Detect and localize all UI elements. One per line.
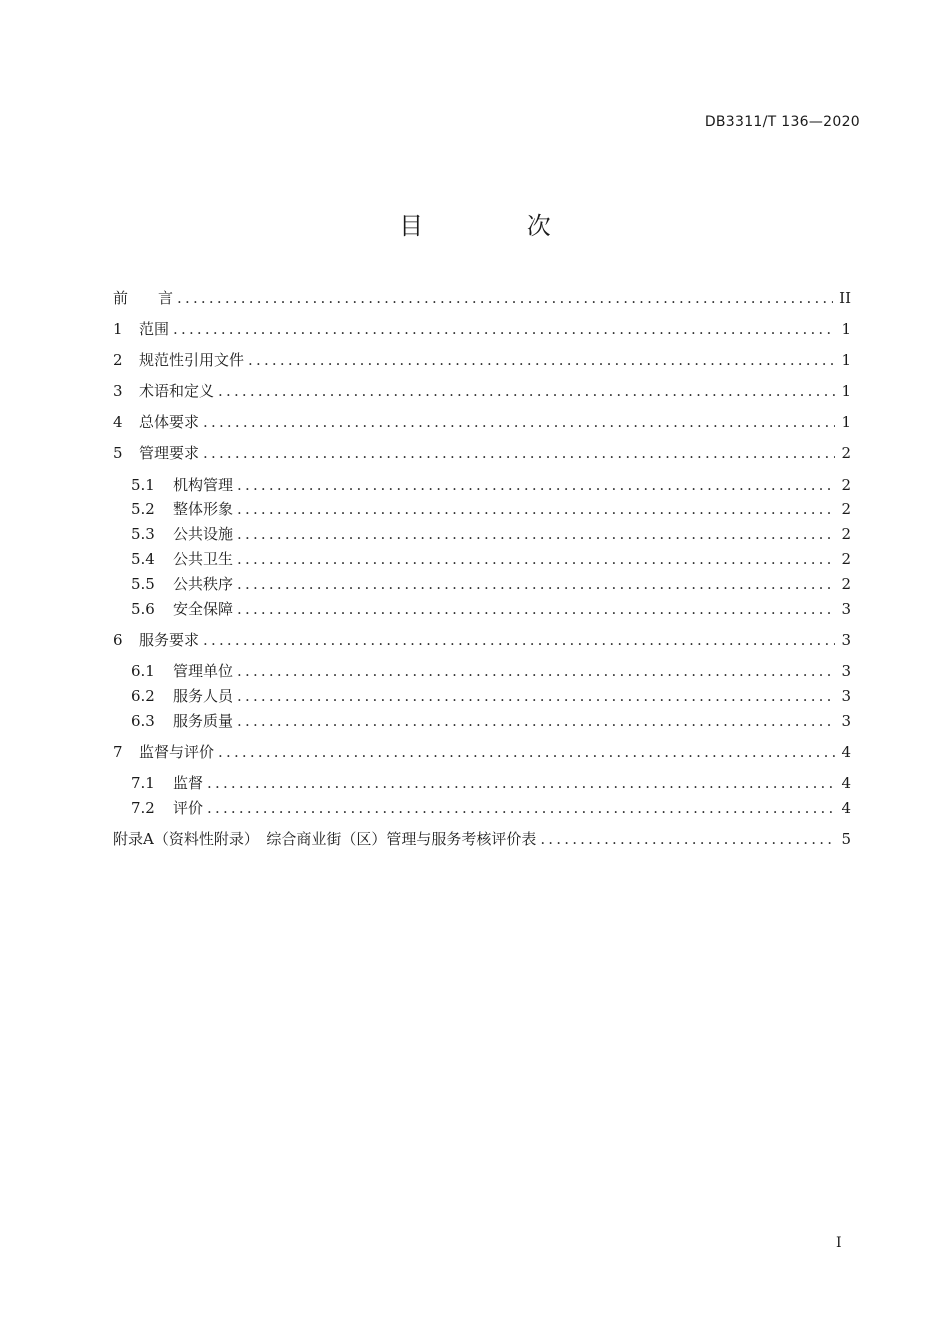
toc-leader-dots (218, 380, 835, 402)
toc-entry-label: 附录A（资料性附录） 综合商业街（区）管理与服务考核评价表 (113, 830, 537, 848)
toc-entry-label: 管理要求 (139, 444, 200, 462)
toc-entry[interactable] (131, 548, 851, 570)
toc-entry-number: 5.2 (131, 500, 155, 518)
toc-entry-page: 2 (841, 476, 851, 494)
toc-entry-page: 3 (841, 662, 851, 680)
toc-entry[interactable] (113, 318, 851, 340)
toc-leader-dots (177, 287, 833, 309)
toc-leader-dots (237, 710, 835, 732)
toc-entry[interactable] (113, 349, 851, 371)
toc-entry-page: 2 (841, 575, 851, 593)
toc-leader-dots (203, 442, 835, 464)
toc-entry-label: 机构管理 (173, 476, 234, 494)
toc-leader-dots (203, 411, 835, 433)
document-code: DB3311/T 136—2020 (704, 114, 860, 130)
toc-leader-dots (237, 660, 835, 682)
page-number: I (836, 1235, 842, 1251)
toc-entry-label: 范围 (139, 320, 170, 338)
toc-entry-page: 1 (841, 413, 851, 431)
toc-leader-dots (207, 772, 835, 794)
toc-entry[interactable] (113, 741, 851, 763)
toc-entry-page: 4 (841, 799, 851, 817)
toc-leader-dots (207, 797, 835, 819)
toc-entry[interactable] (113, 442, 851, 464)
toc-entry-page: 3 (841, 631, 851, 649)
toc-entry-number: 7 (113, 743, 123, 761)
toc-entry-number: 4 (113, 413, 123, 431)
toc-entry-number: 5.5 (131, 575, 155, 593)
toc-entry-number: 2 (113, 351, 123, 369)
toc-leader-dots (237, 474, 835, 496)
toc-entry-page: 4 (841, 774, 851, 792)
toc-entry-page: 1 (841, 320, 851, 338)
toc-entry-label: 监督 (173, 774, 204, 792)
toc-entry-page: 3 (841, 712, 851, 730)
toc-entry[interactable] (131, 797, 851, 819)
toc-entry-label: 前 言 (113, 289, 174, 307)
toc-entry[interactable] (131, 598, 851, 620)
toc-entry-page: 3 (841, 687, 851, 705)
toc-entry-label: 公共设施 (173, 525, 234, 543)
toc-entry-number: 6.3 (131, 712, 155, 730)
toc-entry-label: 总体要求 (139, 413, 200, 431)
toc-leader-dots (218, 741, 835, 763)
toc-entry-label: 管理单位 (173, 662, 234, 680)
toc-entry[interactable] (131, 474, 851, 496)
toc-leader-dots (237, 573, 835, 595)
toc-entry-page: 1 (841, 382, 851, 400)
toc-title: 目 次 (399, 212, 599, 240)
toc-entry-label: 监督与评价 (139, 743, 215, 761)
toc-entry-label: 安全保障 (173, 600, 234, 618)
toc-entry-number: 3 (113, 382, 123, 400)
toc-entry[interactable] (131, 685, 851, 707)
toc-entry-page: 2 (841, 550, 851, 568)
toc-entry-label: 公共秩序 (173, 575, 234, 593)
toc-entry-number: 6.2 (131, 687, 155, 705)
toc-leader-dots (237, 498, 835, 520)
toc-entry-page: 3 (841, 600, 851, 618)
toc-entry-number: 5.4 (131, 550, 155, 568)
toc-entry-label: 服务人员 (173, 687, 234, 705)
toc-entry-number: 5 (113, 444, 123, 462)
toc-leader-dots (203, 629, 835, 651)
toc-leader-dots (237, 685, 835, 707)
toc-entry[interactable] (131, 660, 851, 682)
toc-entry[interactable] (131, 523, 851, 545)
toc-leader-dots (173, 318, 835, 340)
toc-entry-number: 5.3 (131, 525, 155, 543)
toc-entry-label: 服务质量 (173, 712, 234, 730)
toc-leader-dots (540, 828, 835, 850)
toc-entry-number: 5.1 (131, 476, 155, 494)
toc-entry[interactable] (113, 629, 851, 651)
toc-entry-label: 评价 (173, 799, 204, 817)
toc-entry-number: 7.1 (131, 774, 155, 792)
toc-entry-page: 2 (841, 444, 851, 462)
toc-entry[interactable] (131, 498, 851, 520)
toc-entry-label: 术语和定义 (139, 382, 215, 400)
toc-entry-page: 5 (841, 830, 851, 848)
toc-entry-label: 规范性引用文件 (139, 351, 245, 369)
toc-leader-dots (237, 523, 835, 545)
toc-entry[interactable] (131, 710, 851, 732)
toc-entry[interactable] (113, 287, 851, 309)
toc-entry-number: 6.1 (131, 662, 155, 680)
toc-entry[interactable] (113, 380, 851, 402)
toc-entry[interactable] (113, 828, 851, 850)
toc-entry-label: 公共卫生 (173, 550, 234, 568)
toc-entry-number: 7.2 (131, 799, 155, 817)
toc-leader-dots (237, 598, 835, 620)
toc-entry-number: 5.6 (131, 600, 155, 618)
toc-entry-number: 1 (113, 320, 123, 338)
toc-leader-dots (237, 548, 835, 570)
toc-entry-page: 4 (841, 743, 851, 761)
toc-entry-label: 服务要求 (139, 631, 200, 649)
toc-entry[interactable] (131, 772, 851, 794)
toc-entry-number: 6 (113, 631, 123, 649)
toc-entry-label: 整体形象 (173, 500, 234, 518)
toc-entry-page: 1 (841, 351, 851, 369)
toc-entry-page: II (839, 289, 851, 307)
toc-leader-dots (248, 349, 835, 371)
toc-entry[interactable] (113, 411, 851, 433)
toc-entry[interactable] (131, 573, 851, 595)
toc-entry-page: 2 (841, 500, 851, 518)
toc-entry-page: 2 (841, 525, 851, 543)
